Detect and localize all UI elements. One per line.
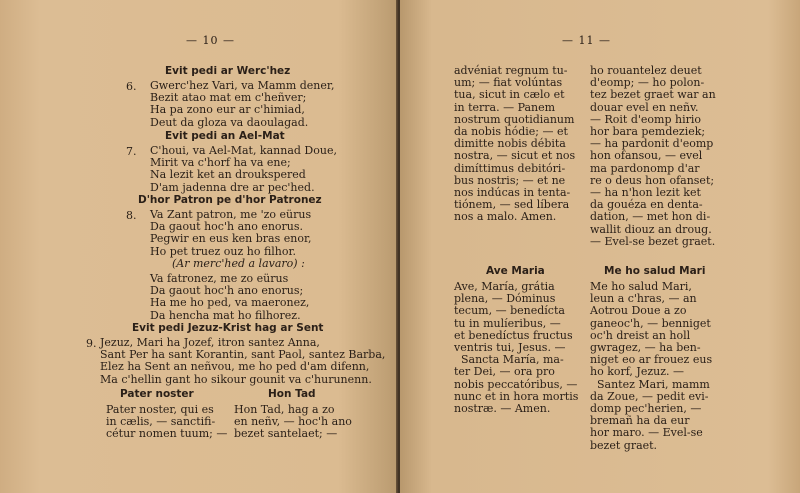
- column-heading: Pater noster: [120, 388, 194, 400]
- variant-label: (Ar merc'hed a lavaro) :: [172, 257, 305, 270]
- column-heading: Me ho salud Mari: [604, 265, 706, 277]
- verse-text: Jezuz, Mari ha Jozef, itron santez Anna, Sant Per ha sant Korantin, sant Paol, santez Barba, Elez ha Sent an neñvou, me ho ped d'am difenn, Ma c'hellin gant ho sikour gounit va c'hurunenn.: [100, 336, 386, 386]
- verse-number: 9.: [86, 337, 97, 350]
- prayer-text: Pater noster, qui es in cælis, — sanctifi- cétur nomen tuum; —: [106, 403, 228, 441]
- verse-number: 8.: [126, 209, 137, 222]
- page-number: — 11 —: [562, 34, 611, 47]
- prayer-text: Me ho salud Mari, leun a c'hras, — an Aotrou Doue a zo ganeoc'h, — benniget oc'h dreist an holl gwragez, — ha ben- niget eo ar frouez eus ho korf, Jezuz. — Santez Mari, mamm da Zoue, — pedit evi- domp pec'herien, — bremañ ha da eur hor maro. — Evel-se bezet graet.: [590, 280, 713, 452]
- prayer-text: Ave, María, grátia plena, — Dóminus tecum, — benedícta tu in mulíeribus, — et benedíctus fructus ventris tui, Jesus. — Sancta María, ma- ter Dei, — ora pro nobis peccatóribus, — nunc et in hora mortis nostræ. — Amen.: [454, 280, 579, 416]
- right-page: [400, 0, 800, 493]
- verse-text: Va fatronez, me zo eürus Da gaout hoc'h ano enorus; Ha me ho ped, va maeronez, Da hencha mat ho filhorez.: [150, 272, 310, 322]
- verse-text: Gwerc'hez Vari, va Mamm dener, Bezit atao mat em c'heñver; Ha pa zono eur ar c'himiad, Deut da gloza va daoulagad.: [150, 79, 335, 129]
- section-heading: Evit pedi Jezuz-Krist hag ar Sent: [132, 322, 324, 334]
- prayer-text: advéniat regnum tu- um; — fiat volúntas tua, sicut in cælo et in terra. — Panem nostrum quotidianum da nobis hódie; — et dimitte nobis débita nostra, — sicut et nos dimíttimus debitóri- bus nostris; — et ne nos indúcas in tenta- tiónem, — sed líbera nos a malo. Amen.: [454, 64, 576, 224]
- verse-number: 7.: [126, 145, 137, 158]
- section-heading: Evit pedi ar Werc'hez: [165, 65, 291, 77]
- verse-text: Va Zant patron, me 'zo eürus Da gaout hoc'h ano enorus. Pegwir en eus ken bras enor, Ho pet truez ouz ho filhor.: [150, 208, 312, 258]
- column-heading: Ave Maria: [486, 265, 545, 277]
- column-heading: Hon Tad: [268, 388, 316, 400]
- page-number: — 10 —: [186, 34, 235, 47]
- verse-number: 6.: [126, 80, 137, 93]
- section-heading: D'hor Patron pe d'hor Patronez: [138, 194, 322, 206]
- section-heading: Evit pedi an Ael-Mat: [165, 130, 285, 142]
- left-page: [0, 0, 398, 493]
- prayer-text: Hon Tad, hag a zo en neñv, — hoc'h ano bezet santelaet; —: [234, 403, 352, 441]
- verse-text: C'houi, va Ael-Mat, kannad Doue, Mirit va c'horf ha va ene; Na lezit ket an droukspered D'am jadenna dre ar pec'hed.: [150, 144, 337, 194]
- prayer-text: ho rouantelez deuet d'eomp; — ho polon- tez bezet graet war an douar evel en neñv. — Roit d'eomp hirio hor bara pemdeziek; — ha pardonit d'eomp hon ofansou, — evel ma pardonomp d'ar re o deus hon ofanset; — ha n'hon lezit ket da gouéza en denta- dation, — met hon di- wallit diouz an droug. — Evel-se bezet graet.: [590, 64, 716, 248]
